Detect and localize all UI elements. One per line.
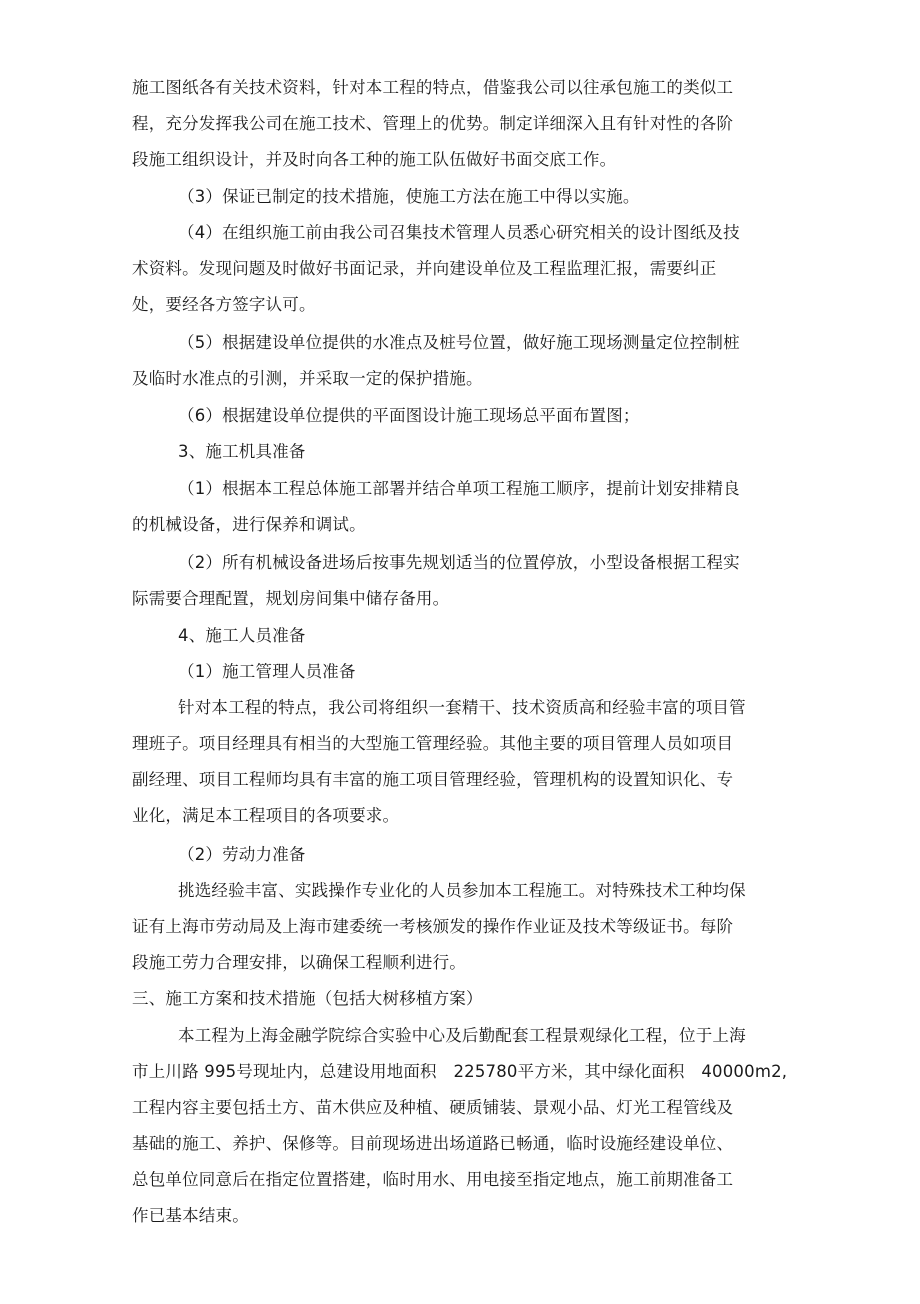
text-line-24: 证有上海市劳动局及上海市建委统一考核颁发的操作作业证及技术等级证书。每阶 xyxy=(132,917,734,936)
text-line-2: 程，充分发挥我公司在施工技术、管理上的优势。制定详细深入且有针对性的各阶 xyxy=(132,114,734,133)
text-line-28: 市上川路 995号现址内，总建设用地面积 225780平方米，其中绿化面积 40000m2, xyxy=(132,1062,788,1081)
text-line-25: 段施工劳力合理安排，以确保工程顺利进行。 xyxy=(132,953,466,972)
text-line-5: （4）在组织施工前由我公司召集技术管理人员悉心研究相关的设计图纸及技 xyxy=(178,223,740,242)
text-line-20: 副经理、项目工程师均具有丰富的施工项目管理经验，管理机构的设置知识化、专 xyxy=(132,770,734,789)
text-line-4: （3）保证已制定的技术措施，使施工方法在施工中得以实施。 xyxy=(178,187,640,206)
text-line-9: 及临时水准点的引测，并采取一定的保护措施。 xyxy=(132,369,483,388)
text-line-6: 术资料。发现问题及时做好书面记录，并向建设单位及工程监理汇报，需要纠正 xyxy=(132,259,717,278)
text-line-23: 挑选经验丰富、实践操作专业化的人员参加本工程施工。对特殊技术工种均保 xyxy=(178,881,746,900)
text-line-31: 总包单位同意后在指定位置搭建，临时用水、用电接至指定地点，施工前期准备工 xyxy=(132,1170,734,1189)
text-line-7: 处，要经各方签字认可。 xyxy=(132,295,316,314)
text-line-27: 本工程为上海金融学院综合实验中心及后勤配套工程景观绿化工程，位于上海 xyxy=(178,1026,746,1045)
text-line-8: （5）根据建设单位提供的水准点及桩号位置，做好施工现场测量定位控制桩 xyxy=(178,333,740,352)
subheading-1: （1）施工管理人员准备 xyxy=(178,662,356,681)
text-line-29: 工程内容主要包括土方、苗木供应及种植、硬质铺装、景观小品、灯光工程管线及 xyxy=(132,1098,734,1117)
text-line-14: （2）所有机械设备进场后按事先规划适当的位置停放，小型设备根据工程实 xyxy=(178,553,740,572)
chapter-heading-3: 三、施工方案和技术措施（包括大树移植方案） xyxy=(132,989,483,1008)
text-line-1: 施工图纸各有关技术资料，针对本工程的特点，借鉴我公司以往承包施工的类似工 xyxy=(132,78,734,97)
text-line-18: 针对本工程的特点，我公司将组织一套精干、技术资质高和经验丰富的项目管 xyxy=(178,698,746,717)
text-line-13: 的机械设备，进行保养和调试。 xyxy=(132,515,366,534)
section-heading-4: 4、施工人员准备 xyxy=(178,626,306,645)
text-line-19: 理班子。项目经理具有相当的大型施工管理经验。其他主要的项目管理人员如项目 xyxy=(132,734,734,753)
text-line-32: 作已基本结束。 xyxy=(132,1206,249,1225)
text-line-21: 业化，满足本工程项目的各项要求。 xyxy=(132,806,400,825)
section-heading-3: 3、施工机具准备 xyxy=(178,442,306,461)
text-line-12: （1）根据本工程总体施工部署并结合单项工程施工顺序，提前计划安排精良 xyxy=(178,479,740,498)
text-line-10: （6）根据建设单位提供的平面图设计施工现场总平面布置图； xyxy=(178,406,640,425)
text-line-30: 基础的施工、养护、保修等。目前现场进出场道路已畅通，临时设施经建设单位、 xyxy=(132,1134,734,1153)
subheading-2: （2）劳动力准备 xyxy=(178,845,306,864)
text-line-15: 际需要合理配置，规划房间集中储存备用。 xyxy=(132,589,450,608)
text-line-3: 段施工组织设计，并及时向各工种的施工队伍做好书面交底工作。 xyxy=(132,150,617,169)
